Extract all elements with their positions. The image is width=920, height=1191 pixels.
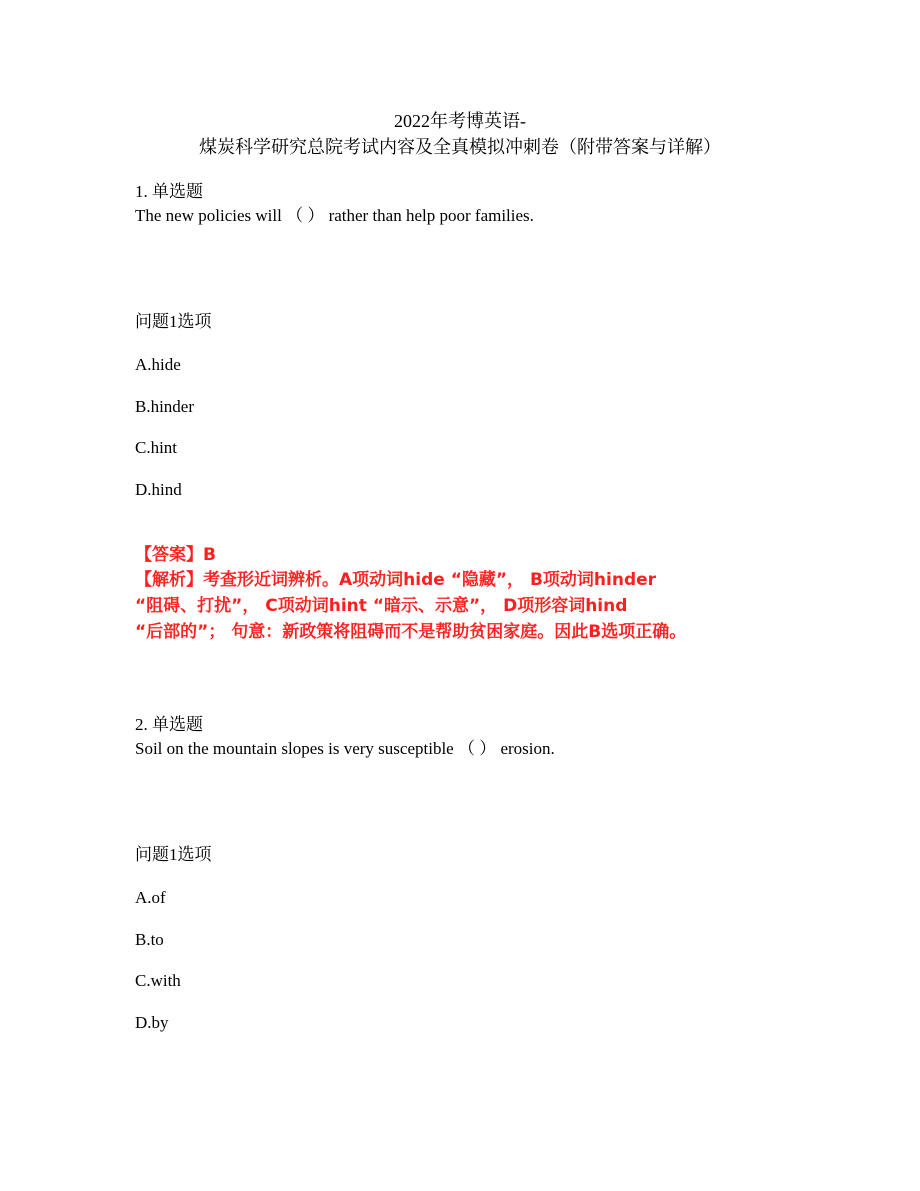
question-1-option-d: D.hind [135, 480, 182, 499]
question-2-stem: Soil on the mountain slopes is very susceptible （ ） erosion. [135, 739, 555, 758]
question-1-option-b: B.hinder [135, 397, 195, 416]
question-1-option-c: C.hint [135, 438, 178, 457]
question-1-answer: 【答案】B [135, 545, 216, 565]
question-2-option-a: A.of [135, 888, 166, 907]
question-1-options-label: 问题1选项 [135, 312, 212, 331]
question-1-explanation-line3: “后部的”； 句意：新政策将阻碍而不是帮助贫困家庭。因此B选项正确。 [135, 622, 687, 642]
question-1-option-a: A.hide [135, 355, 181, 374]
question-1-stem: The new policies will （ ） rather than help poor families. [135, 206, 534, 225]
question-2-option-c: C.with [135, 971, 181, 990]
question-2-option-d: D.by [135, 1013, 169, 1032]
document-title-line2: 煤炭科学研究总院考试内容及全真模拟冲刺卷（附带答案与详解） [199, 137, 721, 157]
document-title-line1: 2022年考博英语- [394, 111, 526, 131]
question-1-explanation-line1: 【解析】考查形近词辨析。A项动词hide “隐藏”， B项动词hinder [135, 570, 657, 590]
question-2-option-b: B.to [135, 930, 164, 949]
question-2-header: 2. 单选题 [135, 715, 203, 734]
question-1-explanation-line2: “阻碍、打扰”， C项动词hint “暗示、示意”， D项形容词hind [135, 596, 628, 616]
question-2-options-label: 问题1选项 [135, 845, 212, 864]
question-1-header: 1. 单选题 [135, 182, 203, 201]
